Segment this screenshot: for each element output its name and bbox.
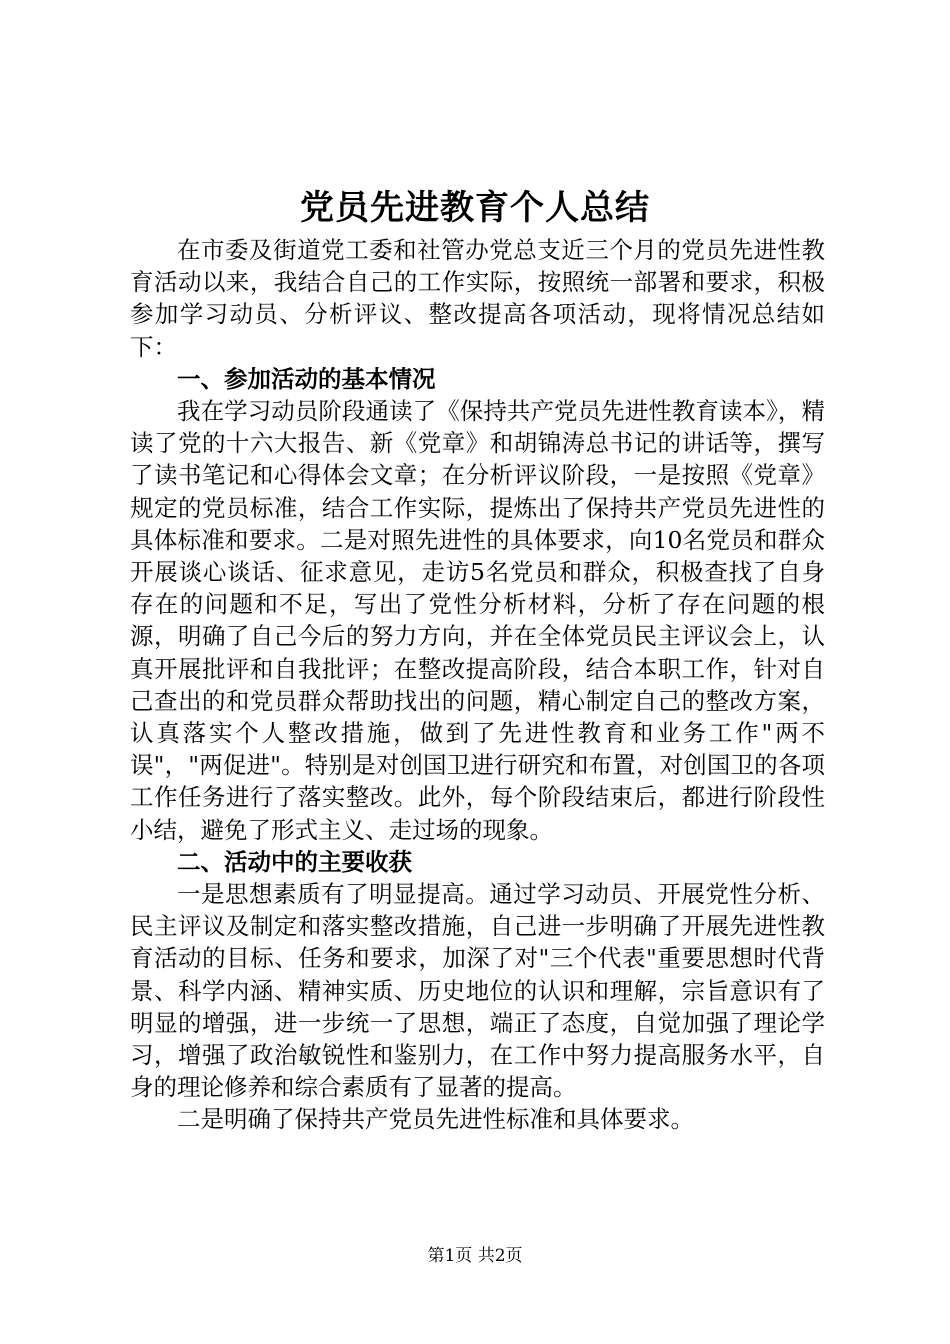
document-title: 党员先进教育个人总结 [300,188,650,228]
section-heading-2: 二、活动中的主要收获 [177,847,412,876]
section-2-paragraph-1: 一是思想素质有了明显提高。通过学习动员、开展党性分析、民主评议及制定和落实整改措施，自己进一步明确了开展先进性教育活动的目标、任务和要求，加深了对"三个代表"重要思想时代背景、科学内涵、精神实质、历史地位的认识和理解，宗旨意识有了明显的增强，进一步统一了思想，端正了态度，自觉加强了理论学习，增强了政治敏锐性和鉴别力，在工作中努力提高服务水平，自身的理论修养和综合素质有了显著的提高。 [130,880,825,1102]
document-body [130,234,825,1136]
section-2-paragraph-2: 二是明确了保持共产党员先进性标准和具体要求。 [177,1105,694,1134]
section-1-paragraph: 我在学习动员阶段通读了《保持共产党员先进性教育读本》，精读了党的十六大报告、新《党章》和胡锦涛总书记的讲话等，撰写了读书笔记和心得体会文章；在分析评议阶段，一是按照《党章》规定的党员标准，结合工作实际，提炼出了保持共产党员先进性的具体标准和要求。二是对照先进性的具体要求，向10名党员和群众开展谈心谈话、征求意见，走访5名党员和群众，积极查找了自身存在的问题和不足，写出了党性分析材料，分析了存在问题的根源，明确了自己今后的努力方向，并在全体党员民主评议会上，认真开展批评和自我批评；在整改提高阶段，结合本职工作，针对自己查出的和党员群众帮助找出的问题，精心制定自己的整改方案，认真落实个人整改措施，做到了先进性教育和业务工作"两不误"，"两促进"。特别是对创国卫进行研究和布置，对创国卫的各项工作任务进行了落实整改。此外，每个阶段结束后，都进行阶段性小结，避免了形式主义、走过场的现象。 [130,397,825,844]
section-heading-1: 一、参加活动的基本情况 [177,364,436,393]
intro-paragraph: 在市委及街道党工委和社管办党总支近三个月的党员先进性教育活动以来，我结合自己的工作实际，按照统一部署和要求，积极参加学习动员、分析评议、整改提高各项活动，现将情况总结如下： [130,236,825,361]
page-footer: 第1页 共2页 [427,1246,523,1266]
